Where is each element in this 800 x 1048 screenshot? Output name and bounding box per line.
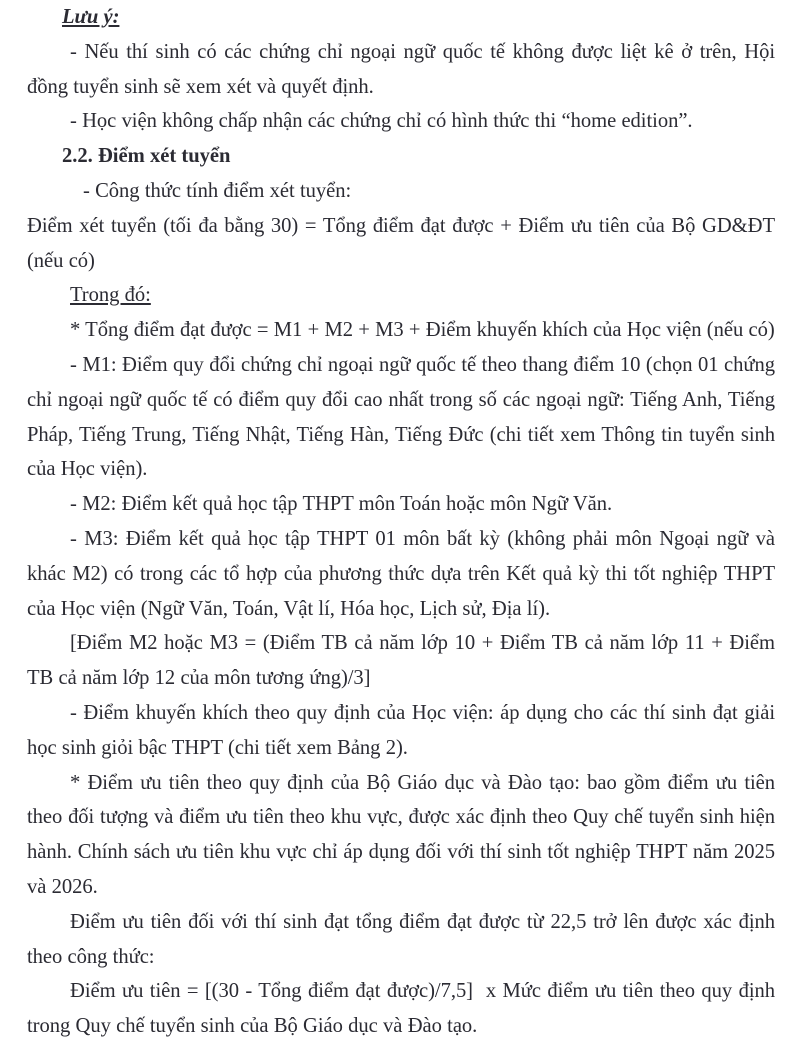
where-label-text: Trong đó: <box>70 284 151 307</box>
note-item-foreign-certificates: - Nếu thí sinh có các chứng chỉ ngoại ngữ quốc tế không được liệt kê ở trên, Hội đồng tuyển sinh sẽ xem xét và quyết định. <box>27 40 781 98</box>
m2-m3-average-formula: [Điểm M2 hoặc M3 = (Điểm TB cả năm lớp 10 + Điểm TB cả năm lớp 11 + Điểm TB cả năm lớp 12 của môn tương ứng)/3] <box>27 632 780 690</box>
priority-threshold-note: Điểm ưu tiên đối với thí sinh đạt tổng điểm đạt được từ 22,5 trở lên được xác định theo công thức: <box>27 910 781 968</box>
admission-score-formula: Điểm xét tuyển (tối đa bằng 30) = Tổng điểm đạt được + Điểm ưu tiên của Bộ GD&ĐT (nếu có) <box>27 214 781 272</box>
m3-definition: - M3: Điểm kết quả học tập THPT 01 môn bất kỳ (không phải môn Ngoại ngữ và khác M2) có trong các tổ hợp của phương thức dựa trên Kết quả kỳ thi tốt nghiệp THPT của Học viện (Ngữ Văn, Toán, Vật lí, Hóa học, Lịch sử, Địa lí). <box>27 527 781 620</box>
note-label <box>27 0 775 35</box>
m1-definition: - M1: Điểm quy đổi chứng chỉ ngoại ngữ quốc tế theo thang điểm 10 (chọn 01 chứng chỉ ngoại ngữ quốc tế có điểm quy đổi cao nhất trong số các ngoại ngữ: Tiếng Anh, Tiếng Pháp, Tiếng Trung, Tiếng Nhật, Tiếng Hàn, Tiếng Đức (chi tiết xem Thông tin tuyển sinh của Học viện). <box>27 353 781 481</box>
bonus-points-definition: - Điểm khuyến khích theo quy định của Học viện: áp dụng cho các thí sinh đạt giải học sinh giỏi bậc THPT (chi tiết xem Bảng 2). <box>27 701 781 759</box>
total-score-formula: * Tổng điểm đạt được = M1 + M2 + M3 + Điểm khuyến khích của Học viện (nếu có) <box>70 319 775 342</box>
admission-score-formula-intro: - Công thức tính điểm xét tuyển: <box>83 179 352 202</box>
m2-definition: - M2: Điểm kết quả học tập THPT môn Toán hoặc môn Ngữ Văn. <box>70 493 613 516</box>
section-heading-2-2-text: 2.2. Điểm xét tuyển <box>62 145 231 168</box>
note-label-text: Lưu ý: <box>62 6 120 28</box>
document-body <box>27 0 781 1044</box>
section-heading-2-2 <box>27 139 775 174</box>
priority-points-formula: Điểm ưu tiên = [(30 - Tổng điểm đạt được)/7,5] x Mức điểm ưu tiên theo quy định trong Quy chế tuyển sinh của Bộ Giáo dục và Đào tạo. <box>27 980 781 1038</box>
note-item-home-edition: - Học viện không chấp nhận các chứng chỉ có hình thức thi “home edition”. <box>70 110 693 133</box>
where-label <box>27 278 775 313</box>
priority-points-definition: * Điểm ưu tiên theo quy định của Bộ Giáo dục và Đào tạo: bao gồm điểm ưu tiên theo đối tượng và điểm ưu tiên theo khu vực, được xác định theo Quy chế tuyển sinh hiện hành. Chính sách ưu tiên khu vực chỉ áp dụng đối với thí sinh tốt nghiệp THPT năm 2025 và 2026. <box>27 771 781 898</box>
